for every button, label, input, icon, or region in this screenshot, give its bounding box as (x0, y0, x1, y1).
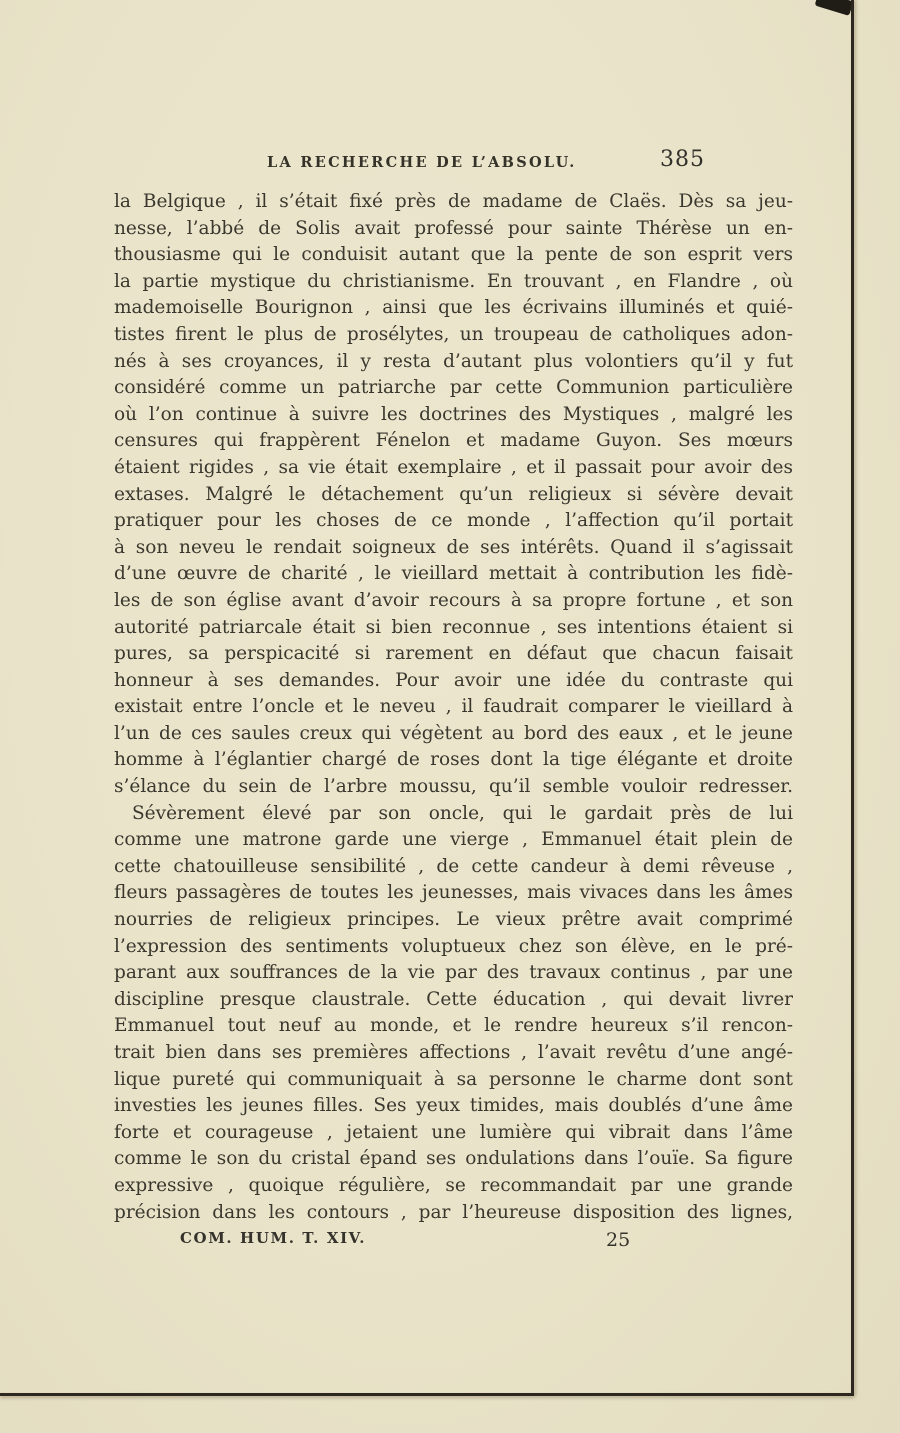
sheet-number: 25 (606, 1229, 631, 1251)
text-line: Sévèrement élevé par son oncle, qui le gardait près de lui (132, 802, 793, 824)
text-line: tistes firent le plus de prosélytes, un troupeau de catholiques adon- (114, 323, 793, 345)
text-line: thousiasme qui le conduisit autant que la pente de son esprit vers (114, 244, 793, 266)
text-line: existait entre l’oncle et le neveu , il faudrait comparer le vieillard à (114, 696, 793, 718)
text-line: pures, sa perspicacité si rarement en défaut que chacun faisait (114, 643, 793, 665)
text-line: les de son église avant d’avoir recours à sa propre fortune , et son (114, 589, 793, 611)
text-line: expressive , quoique régulière, se recommandait par une grande (114, 1174, 793, 1196)
text-line: nés à ses croyances, il y resta d’autant plus volontiers qu’il y fut (114, 350, 793, 372)
running-title: LA RECHERCHE DE L’ABSOLU. (267, 154, 577, 171)
text-line: homme à l’églantier chargé de roses dont la tige élégante et droite (114, 749, 793, 771)
body-text (114, 189, 793, 1226)
text-line: forte et courageuse , jetaient une lumière qui vibrait dans l’âme (114, 1121, 793, 1143)
page-edge-right (851, 0, 854, 1396)
page-number: 385 (660, 147, 705, 172)
text-line: trait bien dans ses premières affections , l’avait revêtu d’une angé- (114, 1042, 793, 1063)
text-line: l’expression des sentiments voluptueux chez son élève, en le pré- (114, 935, 793, 957)
text-line: cette chatouilleuse sensibilité , de cette candeur à demi rêveuse , (114, 855, 793, 877)
text-line: à son neveu le rendait soigneux de ses intérêts. Quand il s’agissait (114, 536, 793, 558)
page-edge-bottom (0, 1393, 854, 1396)
printer-signature: COM. HUM. T. XIV. (180, 1229, 367, 1247)
text-line: d’une œuvre de charité , le vieillard mettait à contribution les fidè- (114, 563, 793, 585)
text-line: s’élance du sein de l’arbre moussu, qu’il semble vouloir redresser. (114, 776, 793, 798)
text-line: considéré comme un patriarche par cette Communion particulière (114, 377, 793, 399)
text-line: extases. Malgré le détachement qu’un religieux si sévère devait (114, 483, 793, 505)
text-line: la partie mystique du christianisme. En trouvant , en Flandre , où (114, 270, 793, 292)
text-line: fleurs passagères de toutes les jeunesses, mais vivaces dans les âmes (114, 882, 793, 904)
text-line: nourries de religieux principes. Le vieux prêtre avait comprimé (114, 909, 793, 931)
text-line: l’un de ces saules creux qui végètent au bord des eaux , et le jeune (114, 722, 793, 744)
text-line: pratiquer pour les choses de ce monde , l’affection qu’il portait (114, 510, 793, 532)
text-line: Emmanuel tout neuf au monde, et le rendre heureux s’il rencon- (114, 1015, 793, 1037)
text-line: la Belgique , il s’était fixé près de madame de Claës. Dès sa jeu- (114, 191, 793, 212)
text-line: lique pureté qui communiquait à sa personne le charme dont sont (114, 1068, 793, 1090)
text-line: censures qui frappèrent Fénelon et madame Guyon. Ses mœurs (114, 430, 793, 452)
text-line: comme une matrone garde une vierge , Emmanuel était plein de (114, 829, 793, 851)
text-line: autorité patriarcale était si bien reconnue , ses intentions étaient si (114, 616, 793, 638)
text-line: discipline presque claustrale. Cette éducation , qui devait livrer (114, 988, 793, 1010)
text-line: honneur à ses demandes. Pour avoir une idée du contraste qui (114, 669, 793, 691)
text-line: mademoiselle Bourignon , ainsi que les écrivains illuminés et quié- (114, 297, 793, 319)
text-line: investies les jeunes filles. Ses yeux timides, mais doublés d’une âme (114, 1095, 793, 1117)
text-line: étaient rigides , sa vie était exemplaire , et il passait pour avoir des (114, 456, 793, 478)
text-line: précision dans les contours , par l’heureuse disposition des lignes, (114, 1201, 793, 1223)
text-line: où l’on continue à suivre les doctrines des Mystiques , malgré les (114, 403, 793, 425)
text-line: nesse, l’abbé de Solis avait professé pour sainte Thérèse un en- (114, 217, 793, 239)
scan-corner-mark (815, 0, 854, 16)
text-line: comme le son du cristal épand ses ondulations dans l’ouïe. Sa figure (114, 1148, 793, 1170)
text-line: parant aux souffrances de la vie par des travaux continus , par une (114, 962, 793, 984)
